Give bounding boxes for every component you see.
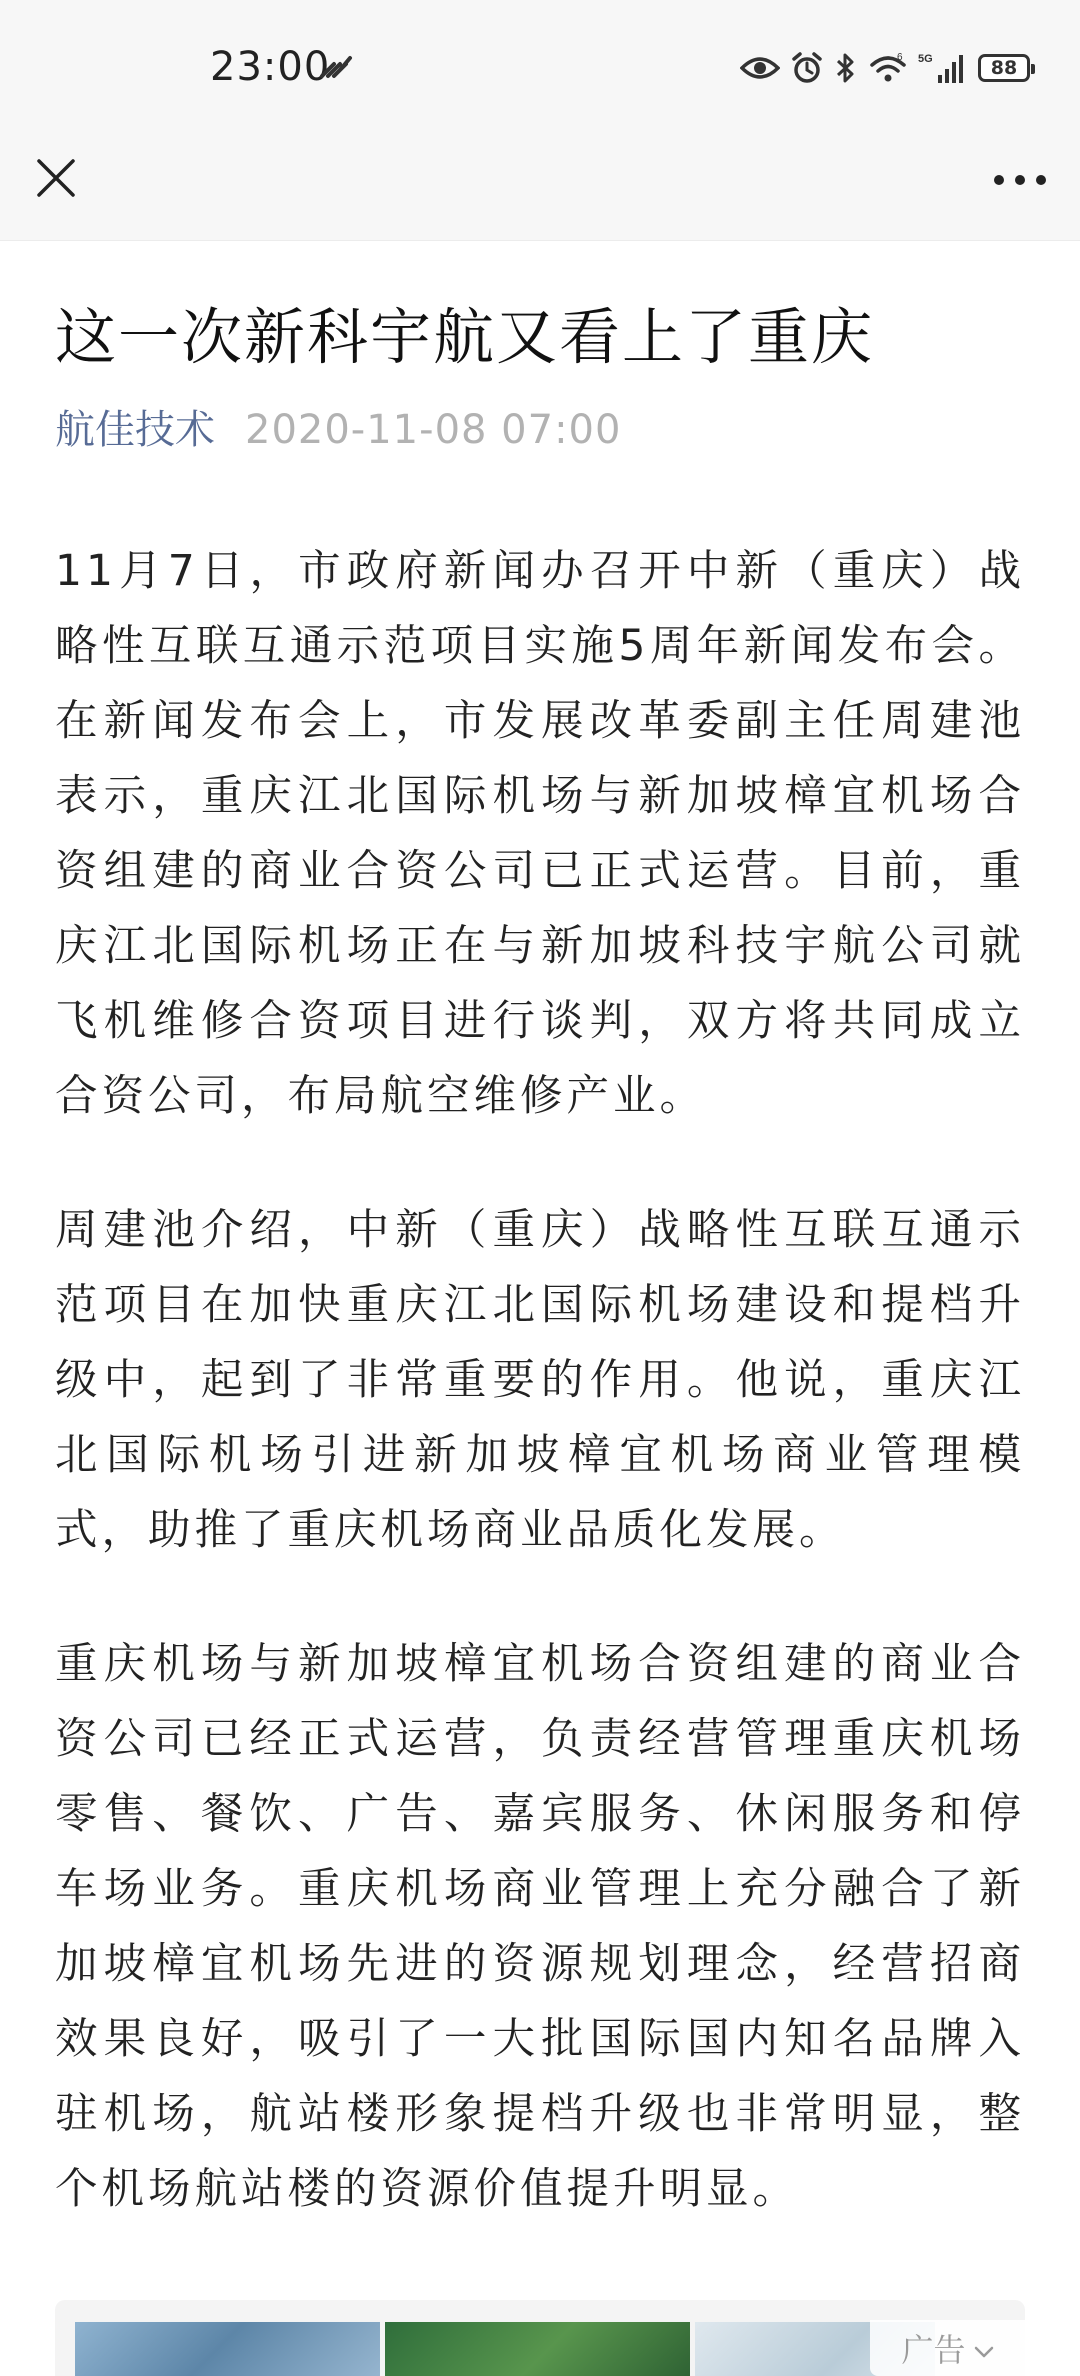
bluetooth-icon [834,51,858,85]
ad-label-text: 广告 [901,2331,966,2369]
signal-5g-icon [918,51,968,85]
link-icon [318,50,354,82]
status-time: 23:00 [210,44,331,90]
chevron-down-icon [974,2329,994,2367]
ad-label-button[interactable] [870,2320,1025,2376]
article-paragraph-3: 重庆机场与新加坡樟宜机场合资组建的商业合资公司已经正式运营，负责经营管理重庆机场零售、餐饮、广告、嘉宾服务、休闲服务和停车场业务。重庆机场商业管理上充分融合了新加坡樟宜机场先进的资源规划理念，经营招商效果良好，吸引了一大批国际国内知名品牌入驻机场，航站楼形象提档升级也非常明显，整个机场航站楼的资源价值提升明显。 [55,1640,1025,2214]
wifi-icon [868,51,908,85]
alarm-icon [790,51,824,85]
battery-icon: 88 [978,54,1030,82]
article-title: 这一次新科宇航又看上了重庆 [55,302,875,373]
eye-icon [740,54,780,82]
account-name-link[interactable]: 航佳技术 [55,407,215,453]
ad-card[interactable] [55,2300,1025,2376]
close-icon [36,158,76,202]
status-bar [0,0,1080,130]
article-paragraph-1: 11月7日，市政府新闻办召开中新（重庆）战略性互联互通示范项目实施5周年新闻发布会。在新闻发布会上，市发展改革委副主任周建池表示，重庆江北国际机场与新加坡樟宜机场合资组建的商业合资公司已正式运营。目前，重庆江北国际机场正在与新加坡科技宇航公司就飞机维修合资项目进行谈判，双方将共同成立合资公司，布局航空维修产业。 [55,547,1025,1121]
article-meta [55,402,1025,458]
article-paragraph-2: 周建池介绍，中新（重庆）战略性互联互通示范项目在加快重庆江北国际机场建设和提档升级中，起到了非常重要的作用。他说，重庆江北国际机场引进新加坡樟宜机场商业管理模式，助推了重庆机场商业品质化发展。 [55,1206,1025,1555]
svg-text:6: 6 [897,52,903,63]
article [55,240,1025,2227]
publish-time: 2020-11-08 07:00 [245,407,622,453]
more-button[interactable] [988,152,1052,208]
nav-bar [0,130,1080,241]
status-icons [740,48,1030,88]
more-icon [993,171,1047,190]
svg-text:5G: 5G [918,53,933,65]
close-button[interactable] [28,152,84,208]
ad-image-2[interactable] [385,2322,690,2376]
ad-image-1[interactable] [75,2322,380,2376]
